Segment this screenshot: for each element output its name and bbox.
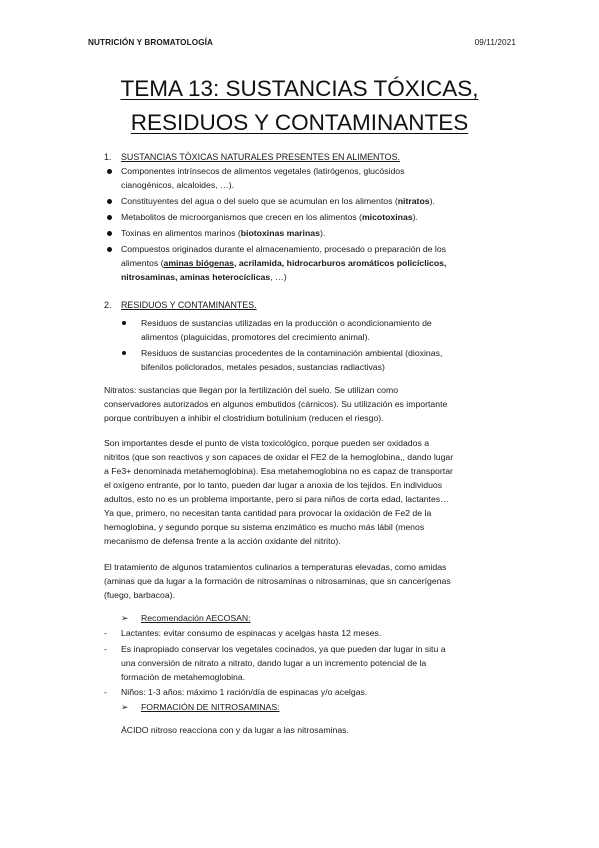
bullet-icon — [122, 321, 126, 325]
recomendacion-heading: Recomendación AECOSAN: — [141, 613, 251, 623]
section1-number: 1. — [104, 152, 112, 162]
bullet-icon — [122, 351, 126, 355]
section2-heading: RESIDUOS Y CONTAMINANTES. — [121, 300, 257, 310]
para2-line1: Son importantes desde el punto de vista toxicológico, porque pueden ser oxidados a — [104, 438, 430, 448]
para2-line7: hemoglobina, y segundo porque su sistema enzimático es mucho más lábil (menos — [104, 522, 425, 532]
recomendacion-item2-line3: formación de metahemoglobina. — [121, 672, 246, 682]
section2-item1-line1: Residuos de sustancias utilizadas en la producción o acondicionamiento de — [141, 318, 432, 328]
formacion-heading: FORMACIÓN DE NITROSAMINAS: — [141, 702, 280, 712]
section1-heading: SUSTANCIAS TÓXICAS NATURALES PRESENTES EN ALIMENTOS. — [121, 152, 400, 162]
para3-line1: El tratamiento de algunos tratamientos culinarios a temperaturas elevadas, como amidas — [104, 562, 447, 572]
dash-icon: - — [104, 628, 107, 638]
para3-line3: (fuego, barbacoa). — [104, 590, 175, 600]
bullet-icon — [107, 199, 112, 204]
para2-line4: el oxígeno entrante, por lo tanto, pueden dar lugar a anoxia de los tejidos. En individuos — [104, 480, 443, 490]
section1-item1-line2: cianogénicos, alcaloides, …). — [121, 180, 234, 190]
para2-line2: nitritos (que son reactivos y son capaces de oxidar el FE2 de la hemoglobina,, dando lugar — [104, 452, 454, 462]
recomendacion-item2-line2: una conversión de nitrato a nitrato, dando lugar a un incremento potencial de la — [121, 658, 427, 668]
para2-line8: mecanismo de defensa frente a la acción oxidante del nitrito). — [104, 536, 341, 546]
arrow-icon: ➢ — [121, 702, 129, 712]
formacion-text: ÁCIDO nitroso reacciona con y da lugar a las nitrosaminas. — [121, 725, 349, 735]
recomendacion-item1: Lactantes: evitar consumo de espinacas y acelgas hasta 12 meses. — [121, 628, 382, 638]
dash-icon: - — [104, 644, 107, 654]
recomendacion-item2-line1: Es inapropiado conservar los vegetales cocinados, ya que pueden dar lugar in situ a — [121, 644, 446, 654]
bullet-icon — [107, 169, 112, 174]
header-date: 09/11/2021 — [474, 38, 516, 47]
section1-item4: Toxinas en alimentos marinos (biotoxinas marinas). — [121, 228, 326, 238]
header-subject: NUTRICIÓN Y BROMATOLOGÍA — [88, 38, 214, 47]
bullet-icon — [107, 231, 112, 236]
page-title-line1: TEMA 13: SUSTANCIAS TÓXICAS, — [120, 76, 479, 101]
para1-line1: Nitratos: sustancias que llegan por la fertilización del suelo. Se utilizan como — [104, 385, 399, 395]
page-title-line2: RESIDUOS Y CONTAMINANTES — [130, 110, 469, 135]
dash-icon: - — [104, 687, 107, 697]
section1-item3: Metabolitos de microorganismos que crecen en los alimentos (micotoxinas). — [121, 212, 418, 222]
section1-item5-line3: nitrosaminas, aminas heterocíclicas, …) — [121, 272, 287, 282]
section1-item2: Constituyentes del agua o del suelo que se acumulan en los alimentos (nitratos). — [121, 196, 435, 206]
bullet-icon — [107, 247, 112, 252]
section2-item1-line2: alimentos (plaguicidas, promotores del crecimiento animal). — [141, 332, 370, 342]
recomendacion-item3: Niños: 1-3 años: máximo 1 ración/día de espinacas y/o acelgas. — [121, 687, 368, 697]
para1-line3: porque contribuyen a inhibir el clostridium botulinium (reducen el riesgo). — [104, 413, 384, 423]
section2-item2-line1: Residuos de sustancias procedentes de la contaminación ambiental (dioxinas, — [141, 348, 443, 358]
section1-item5-line1: Compuestos originados durante el almacenamiento, procesado o preparación de los — [121, 244, 447, 254]
bullet-icon — [107, 215, 112, 220]
section1-item1-line1: Componentes intrínsecos de alimentos vegetales (latirógenos, glucósidos — [121, 166, 405, 176]
para1-line2: conservadores autorizados en algunos embutidos (cárnicos). Su utilización es importante — [104, 399, 448, 409]
para3-line2: (aminas que da lugar a la formación de nitrosaminas o nitrosaminas, que sn cancerígenas — [104, 576, 451, 586]
para2-line3: a Fe3+ denominada metahemoglobina). Esa metahemoglobina no es capaz de transportar — [104, 466, 453, 476]
para2-line6: Ya que, primero, no necesitan tanta cantidad para provocar la oxidación de Fe2 de la — [104, 508, 432, 518]
section1-item5-line2: alimentos (aminas biógenas, acrilamida, hidrocarburos aromáticos policíclicos, — [121, 258, 447, 268]
section2-item2-line2: bifenilos policlorados, metales pesados, sustancias radiactivas) — [141, 362, 385, 372]
arrow-icon: ➢ — [121, 613, 129, 623]
para2-line5: adultos, esto no es un problema importante, pero si para niños de corta edad, lactantes… — [104, 494, 449, 504]
section2-number: 2. — [104, 300, 112, 310]
